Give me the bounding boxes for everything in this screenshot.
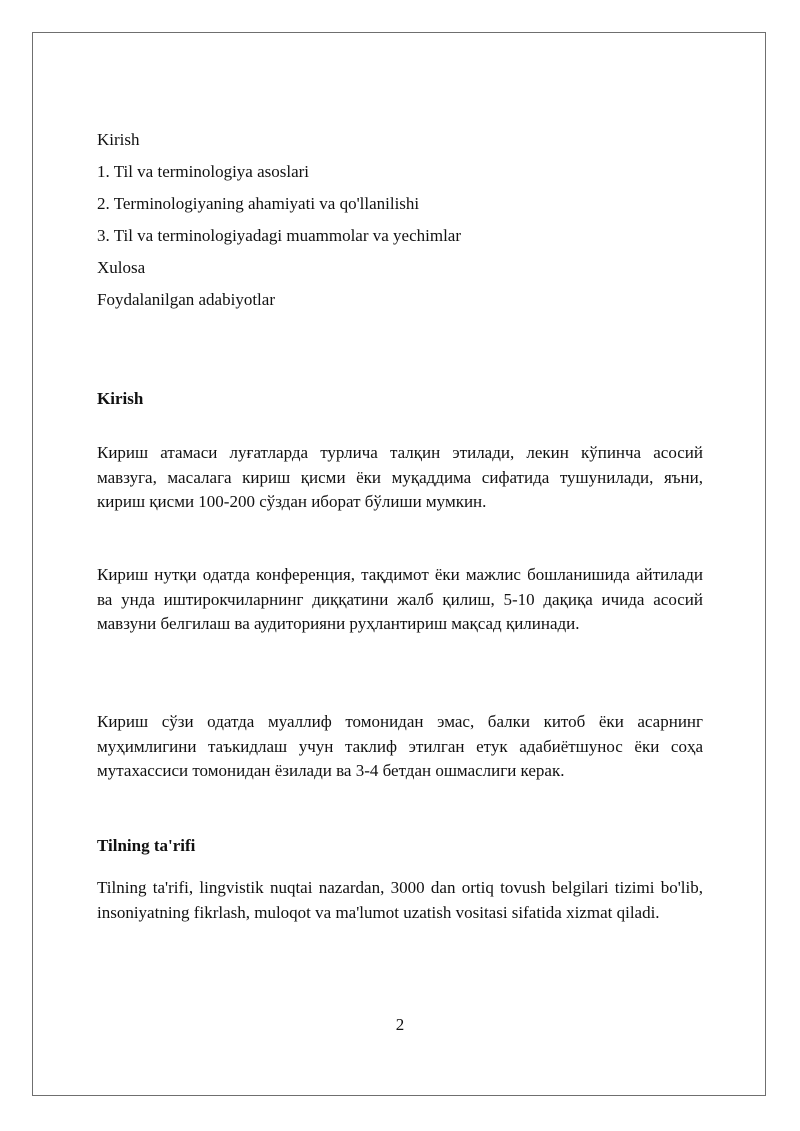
toc-item-adabiyotlar: Foydalanilgan adabiyotlar [97,290,275,309]
toc-item-3: 3. Til va terminologiyadagi muammolar va yechimlar [97,226,462,245]
section-heading-tilning-tarifi: Tilning ta'rifi [97,836,196,855]
toc-item-1: 1. Til va terminologiya asoslari [97,162,310,181]
toc-item-xulosa: Xulosa [97,258,146,277]
toc-item-2: 2. Terminologiyaning ahamiyati va qo'llanilishi [97,194,420,213]
paragraph-kirish-3: Кириш сўзи одатда муаллиф томонидан эмас, балки китоб ёки асарнинг муҳимлигини таъкидлаш учун таклиф этилган етук адабиётшунос ёки соҳа мутахассиси томонидан ёзилади ва 3-4 бетдан ошмаслиги керак. [97,712,703,780]
paragraph-kirish-2: Кириш нутқи одатда конференция, тақдимот ёки мажлис бошланишида айтилади ва унда иштирокчиларнинг диққатини жалб қилиш, 5-10 дақиқа ичида асосий мавзуни белгилаш ва аудиторияни руҳлантириш мақсад қилинади. [97,565,703,633]
paragraph-tilning-tarifi: Tilning ta'rifi, lingvistik nuqtai nazardan, 3000 dan ortiq tovush belgilari tizimi bo'lib, insoniyatning fikrlash, muloqot va ma'lumot uzatish vositasi sifatida xizmat qiladi. [97,878,703,922]
page-number: 2 [395,1015,405,1034]
toc-item-kirish: Kirish [97,130,140,149]
table-of-contents [97,129,717,321]
paragraph-kirish-1: Кириш атамаси луғатларда турлича талқин этилади, лекин кўпинча асосий мавзуга, масалага кириш қисми ёки муқаддима сифатида тушунилади, яъни, кириш қисми 100-200 сўздан иборат бўлиши мумкин. [97,443,703,511]
section-heading-kirish: Kirish [97,389,144,408]
